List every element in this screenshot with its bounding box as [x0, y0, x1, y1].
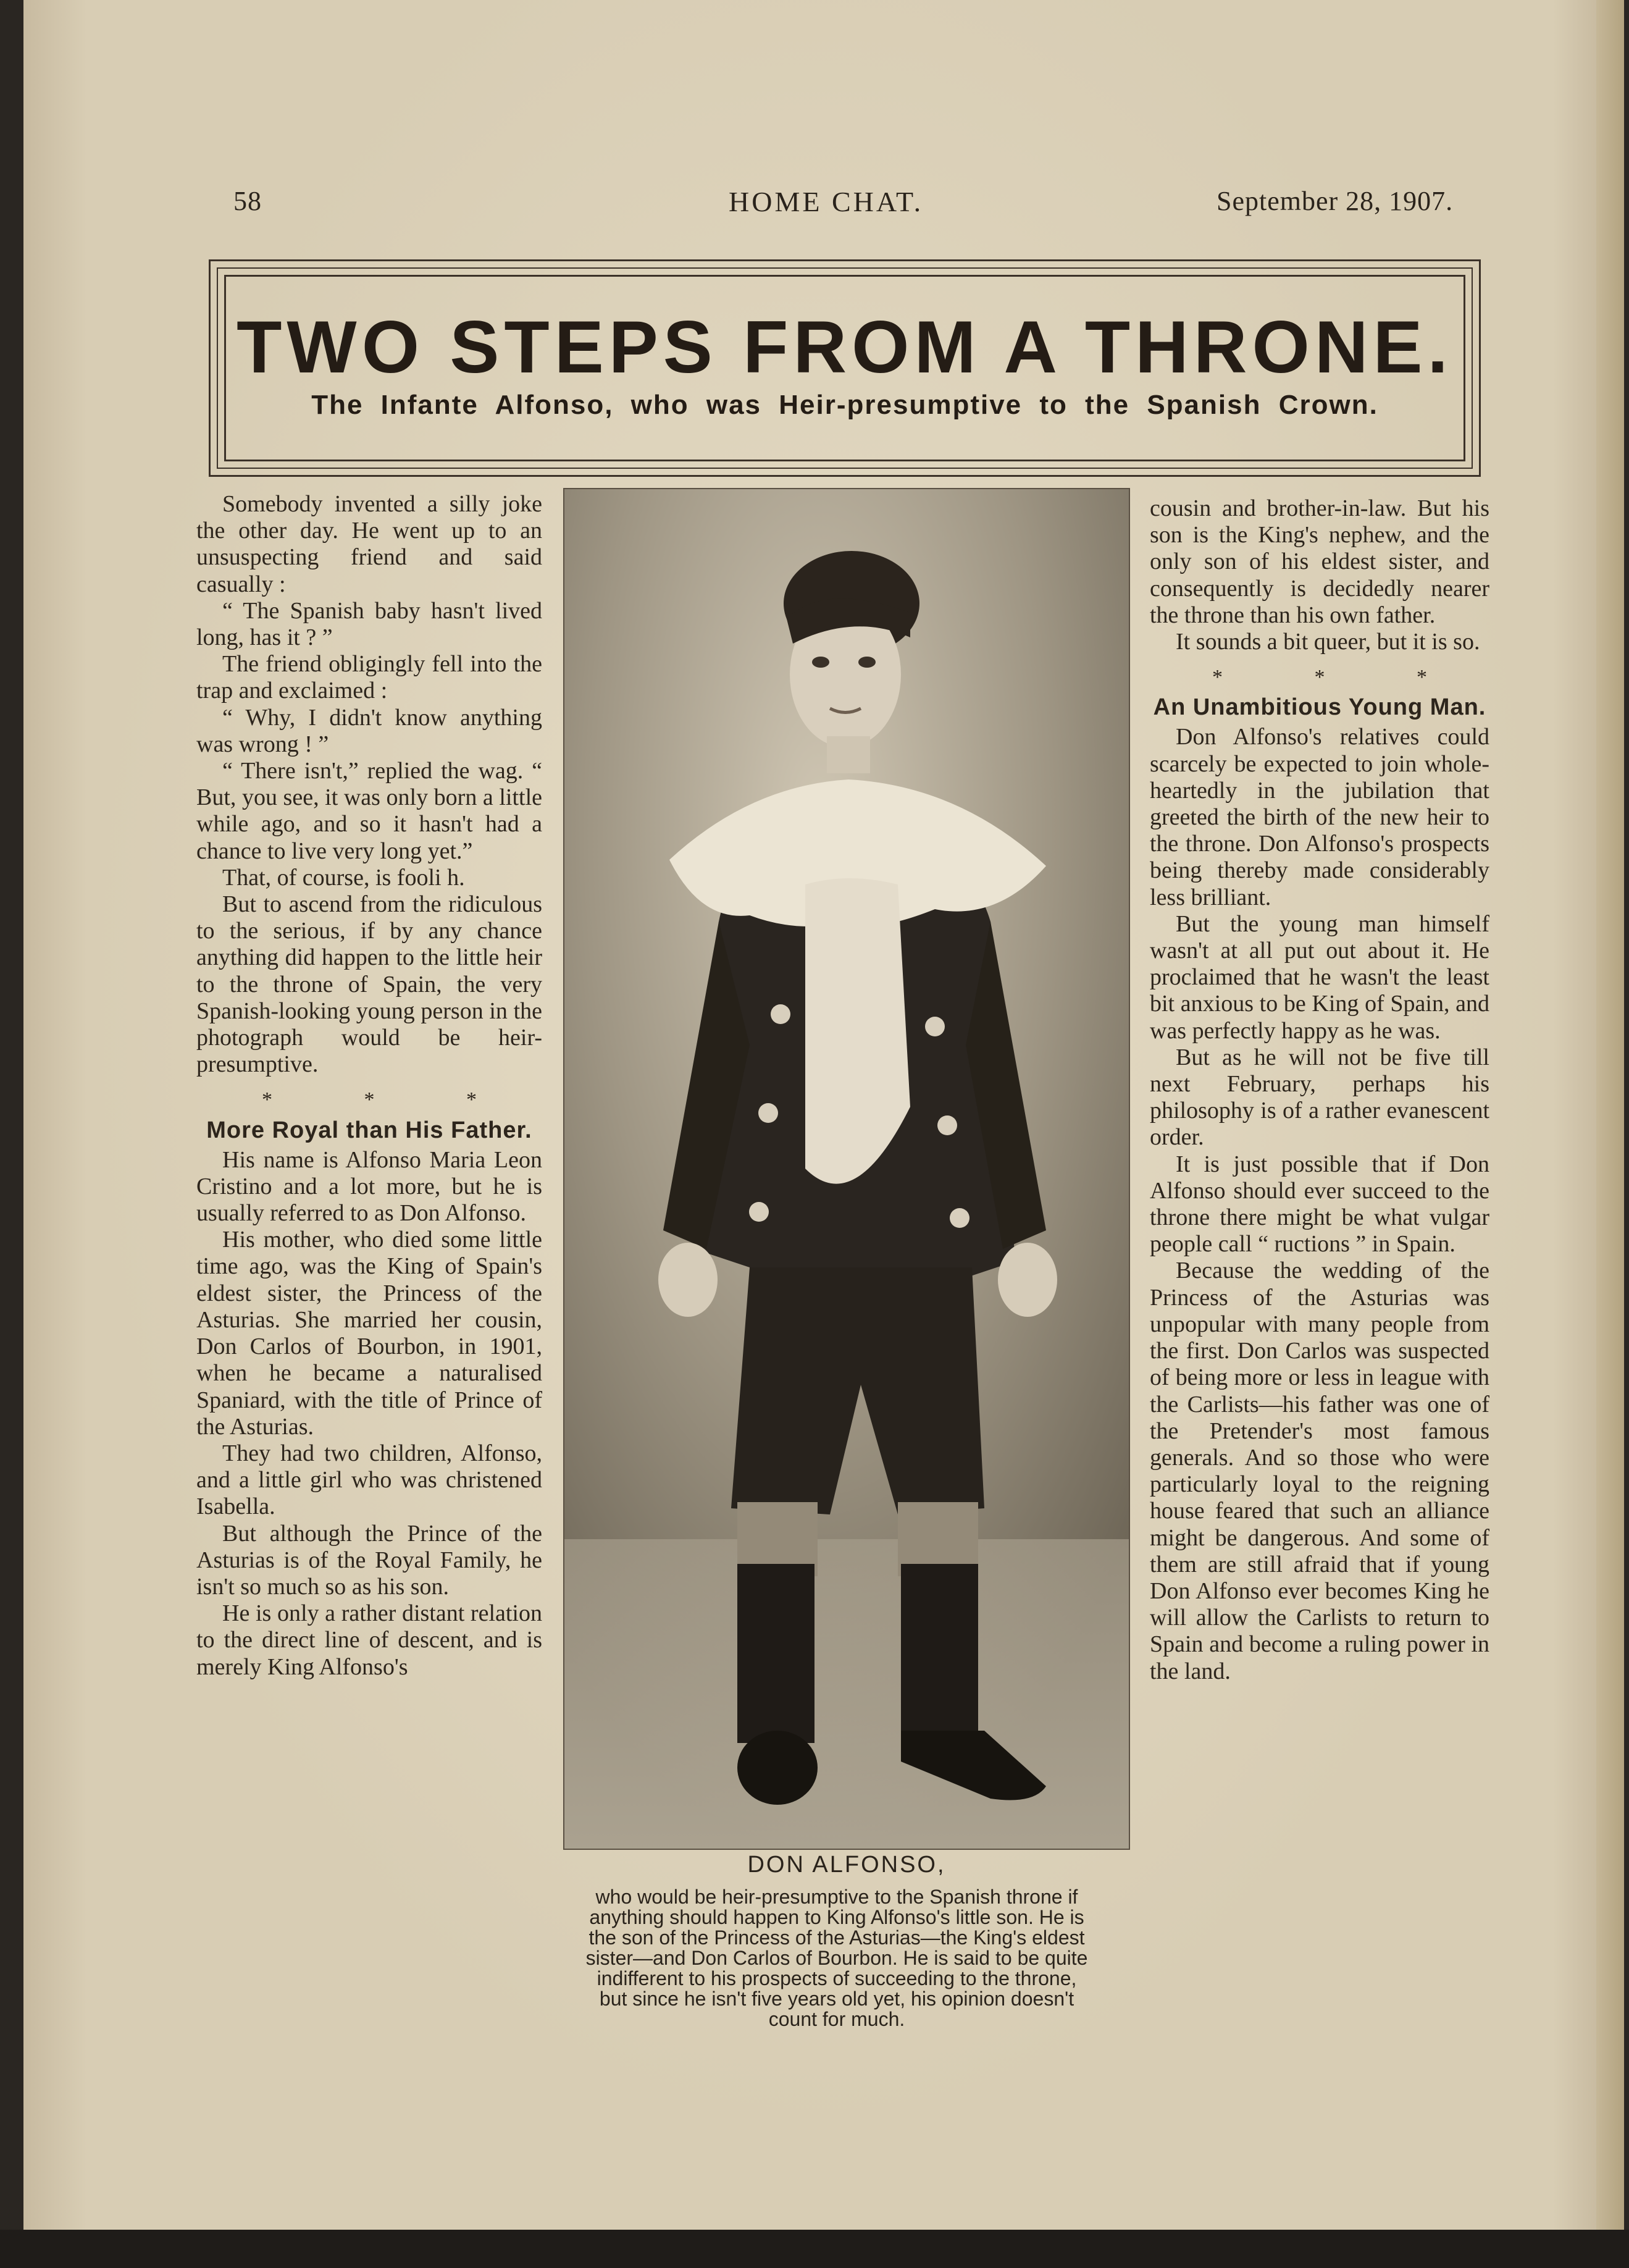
section-divider: * * *	[1212, 666, 1470, 689]
paragraph: “ There isn't,” replied the wag. “ But, you see, it was only born a little while ago, and so it hasn't had a chance to live very long yet.”	[196, 758, 542, 864]
article-title: TWO STEPS FROM A THRONE.	[237, 306, 1453, 388]
article-subtitle: The Infante Alfonso, who was Heir-presumptive to the Spanish Crown.	[311, 390, 1378, 420]
section-heading: An Unambitious Young Man.	[1153, 694, 1486, 721]
paragraph: That, of course, is fooli h.	[222, 864, 465, 891]
paragraph: It is just possible that if Don Alfonso should ever succeed to the throne there might be what vulgar people call “ ructions ” in Spain.	[1150, 1151, 1489, 1258]
paragraph: But although the Prince of the Asturias is of the Royal Family, he isn't so much so as his son.	[196, 1520, 542, 1600]
paragraph: His name is Alfonso Maria Leon Cristino and a lot more, but he is usually referred to as Don Alfonso.	[196, 1146, 542, 1227]
magazine-name: HOME CHAT.	[729, 186, 924, 217]
paragraph: Don Alfonso's relatives could scarcely be expected to join whole-heartedly in the jubilation that greeted the birth of the new heir to the throne. Don Alfonso's prospects being thereby made considerably less brilliant.	[1150, 724, 1489, 910]
photo-caption-title: DON ALFONSO,	[747, 1852, 946, 1878]
paragraph: But as he will not be five till next February, perhaps his philosophy is of a rather evanescent order.	[1150, 1044, 1489, 1151]
issue-date: September 28, 1907.	[1217, 186, 1454, 216]
paragraph: The friend obligingly fell into the trap and exclaimed :	[196, 651, 542, 704]
section-heading: More Royal than His Father.	[206, 1117, 532, 1143]
paragraph: “ Why, I didn't know anything was wrong ! ”	[196, 704, 542, 757]
boy-figure-illustration	[564, 489, 1130, 1850]
paragraph: cousin and brother-in-law. But his son is the King's nephew, and the only son of his eldest sister, and consequently is decidedly nearer the throne than his own father.	[1150, 495, 1489, 628]
page-edge	[1596, 0, 1624, 2230]
portrait-photo	[563, 488, 1130, 1850]
section-divider: * * *	[262, 1088, 520, 1112]
paragraph: They had two children, Alfonso, and a little girl who was christened Isabella.	[196, 1440, 542, 1520]
paragraph: But to ascend from the ridiculous to the serious, if by any chance anything did happen to the little heir to the throne of Spain, the very Spanish-looking young person in the photograph would be heir-presumptive.	[196, 891, 542, 1078]
column-right	[1150, 495, 1489, 1685]
photo-caption-body: who would be heir-presumptive to the Spanish throne if anything should happen to King Alfonso's little son. He is the son of the Princess of the Asturias—the King's eldest sister—and Don Carlos of Bourbon. He is said to be quite indifferent to his prospects of succeeding to the throne, but since he isn't five years old yet, his opinion doesn't count for much.	[585, 1886, 1088, 2030]
paragraph: But the young man himself wasn't at all put out about it. He proclaimed that he wasn't the least bit anxious to be King of Spain, and was perfectly happy as he was.	[1150, 910, 1489, 1044]
background-strip	[0, 2230, 1629, 2268]
paragraph: It sounds a bit queer, but it is so.	[1176, 629, 1480, 655]
page-number: 58	[233, 186, 262, 216]
paragraph: “ The Spanish baby hasn't lived long, has it ? ”	[196, 597, 542, 651]
paragraph: Because the wedding of the Princess of the Asturias was unpopular with many people from the first. Don Carlos was suspected of being more or less in league with the Carlists—his father was one of the Pretender's most famous generals. And so those who were particularly loyal to the reigning house feared that such an alliance might be dangerous. And some of them are still afraid that if young Don Alfonso ever becomes King he will allow the Carlists to return to Spain and become a ruling power in the land.	[1150, 1258, 1489, 1684]
paragraph: He is only a rather distant relation to the direct line of descent, and is merely King Alfonso's	[196, 1600, 542, 1680]
paragraph: His mother, who died some little time ago, was the King of Spain's eldest sister, the Princess of the Asturias. She married her cousin, Don Carlos of Bourbon, in 1901, when he became a naturalised Spaniard, with the title of Prince of the Asturias.	[196, 1227, 542, 1440]
title-box	[209, 259, 1481, 477]
paragraph: Somebody invented a silly joke the other day. He went up to an unsuspecting friend and said casually :	[196, 491, 542, 597]
column-left	[196, 491, 542, 1681]
